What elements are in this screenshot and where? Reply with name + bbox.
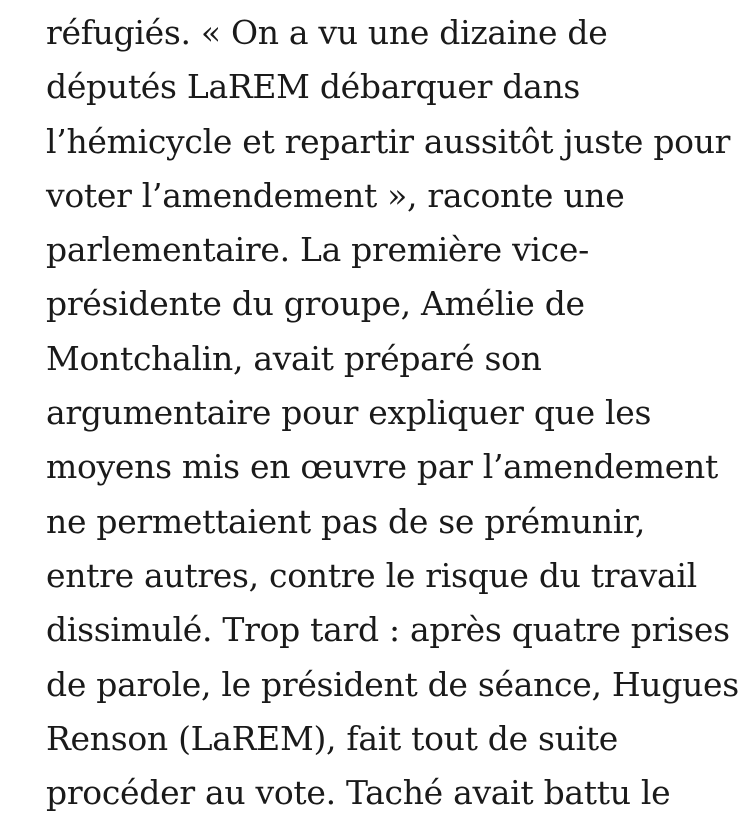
text-line: présidente du groupe, Amélie de bbox=[46, 284, 585, 324]
text-line: l’hémicycle et repartir aussitôt juste pour bbox=[46, 121, 731, 161]
text-line: argumentaire pour expliquer que les bbox=[46, 393, 652, 433]
text-line: parlementaire. La première vice- bbox=[46, 230, 589, 270]
text-line: Renson (LaREM), fait tout de suite bbox=[46, 718, 619, 758]
text-line: députés LaREM débarquer dans bbox=[46, 67, 581, 107]
article-text bbox=[46, 6, 746, 820]
text-line: voter l’amendement », raconte une bbox=[46, 175, 625, 215]
text-line: ne permettaient pas de se prémunir, bbox=[46, 501, 646, 541]
text-line: procéder au vote. Taché avait battu le bbox=[46, 773, 671, 813]
text-line: réfugiés. « On a vu une dizaine de bbox=[46, 13, 608, 52]
text-line: moyens mis en œuvre par l’amendement bbox=[46, 447, 718, 487]
text-line: entre autres, contre le risque du travail bbox=[46, 555, 697, 595]
text-line: dissimulé. Trop tard : après quatre prises bbox=[46, 610, 730, 650]
text-line: de parole, le président de séance, Hugues bbox=[46, 664, 739, 704]
text-line: Montchalin, avait préparé son bbox=[46, 338, 542, 378]
